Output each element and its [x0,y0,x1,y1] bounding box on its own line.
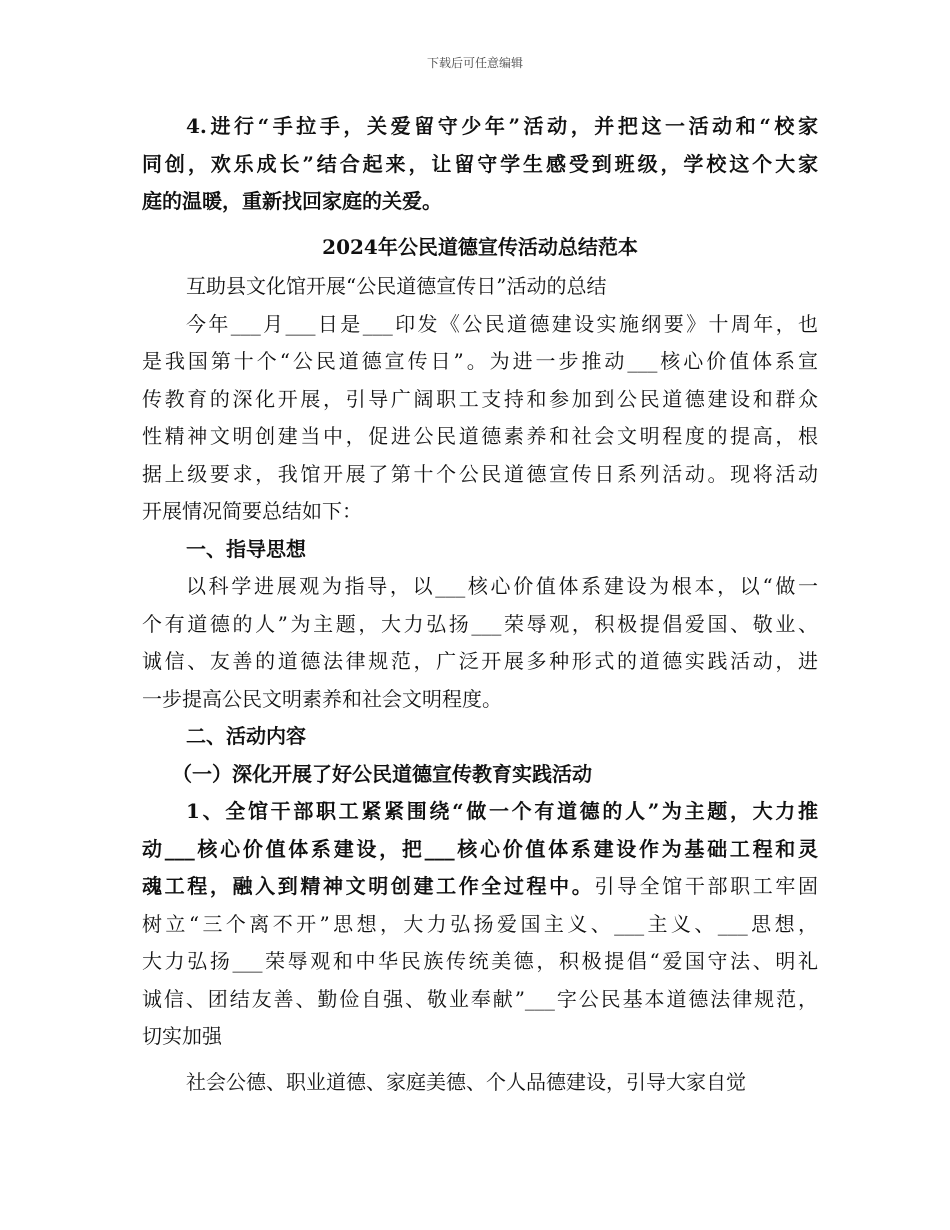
paragraph-line: 传教育的深化开展，引导广阔职工支持和参加到公民道德建设和群众 [142,386,818,411]
paragraph-line: 诚信、友善的道德法律规范，广泛开展多种形式的道德实践活动，进 [142,649,818,673]
paragraph-line: 诚信、团结友善、勤俭自强、敬业奉献”___字公民基本道德法律规范， [142,986,818,1011]
paragraph-line: 是我国第十个“公民道德宣传日”。为进一步推动___核心价值体系宣 [142,349,818,373]
paragraph-bold-segment: 魂工程，融入到精神文明创建工作全过程中。 [142,874,595,898]
paragraph-line-mixed [142,868,818,906]
paragraph-line: 一步提高公民文明素养和社会文明程度。 [142,686,502,711]
paragraph-line: 1、全馆干部职工紧紧围绕“做一个有道德的人”为主题，大力推 [186,799,818,823]
section-heading: 二、活动内容 [186,724,306,748]
paragraph-line: 社会公德、职业道德、家庭美德、个人品德建设，引导大家自觉 [186,1069,746,1094]
document-title: 2024年公民道德宣传活动总结范本 [322,234,638,259]
paragraph-normal-segment: 引导全馆干部职工牢固 [594,874,819,898]
paragraph-line: 大力弘扬___荣辱观和中华民族传统美德，积极提倡“爱国守法、明礼 [142,949,818,973]
paragraph-line: 今年___月___日是___印发《公民道德建设实施纲要》十周年，也 [186,311,818,336]
paragraph-line: 树立“三个离不开”思想，大力弘扬爱国主义、___主义、___思想， [142,911,818,936]
document-subtitle: 互助县文化馆开展“公民道德宣传日”活动的总结 [186,274,607,298]
paragraph-line: 个有道德的人”为主题，大力弘扬___荣辱观，积极提倡爱国、敬业、 [142,611,818,636]
paragraph-line: 开展情况简要总结如下： [142,499,362,523]
paragraph-line: 切实加强 [142,1024,222,1048]
paragraph-line: 动___核心价值体系建设，把___核心价值体系建设作为基础工程和灵 [142,836,818,861]
document-body [142,108,818,1101]
section-heading: 一、指导思想 [186,536,306,561]
page-header-note: 下载后可任意编辑 [426,56,523,70]
paragraph-line: 同创，欢乐成长”结合起来，让留守学生感受到班级，学校这个大家 [142,151,818,176]
paragraph-line: 据上级要求，我馆开展了第十个公民道德宣传日系列活动。现将活动 [142,461,818,486]
paragraph-line: 4.进行“手拉手，关爱留守少年”活动，并把这一活动和“校家 [186,114,818,138]
paragraph-line: 以科学进展观为指导，以___核心价值体系建设为根本，以“做一 [186,574,818,598]
subsection-heading: （一）深化开展了好公民道德宣传教育实践活动 [172,761,592,786]
paragraph-line: 庭的温暖，重新找回家庭的关爱。 [142,189,442,213]
paragraph-line: 性精神文明创建当中，促进公民道德素养和社会文明程度的提高，根 [142,424,818,448]
